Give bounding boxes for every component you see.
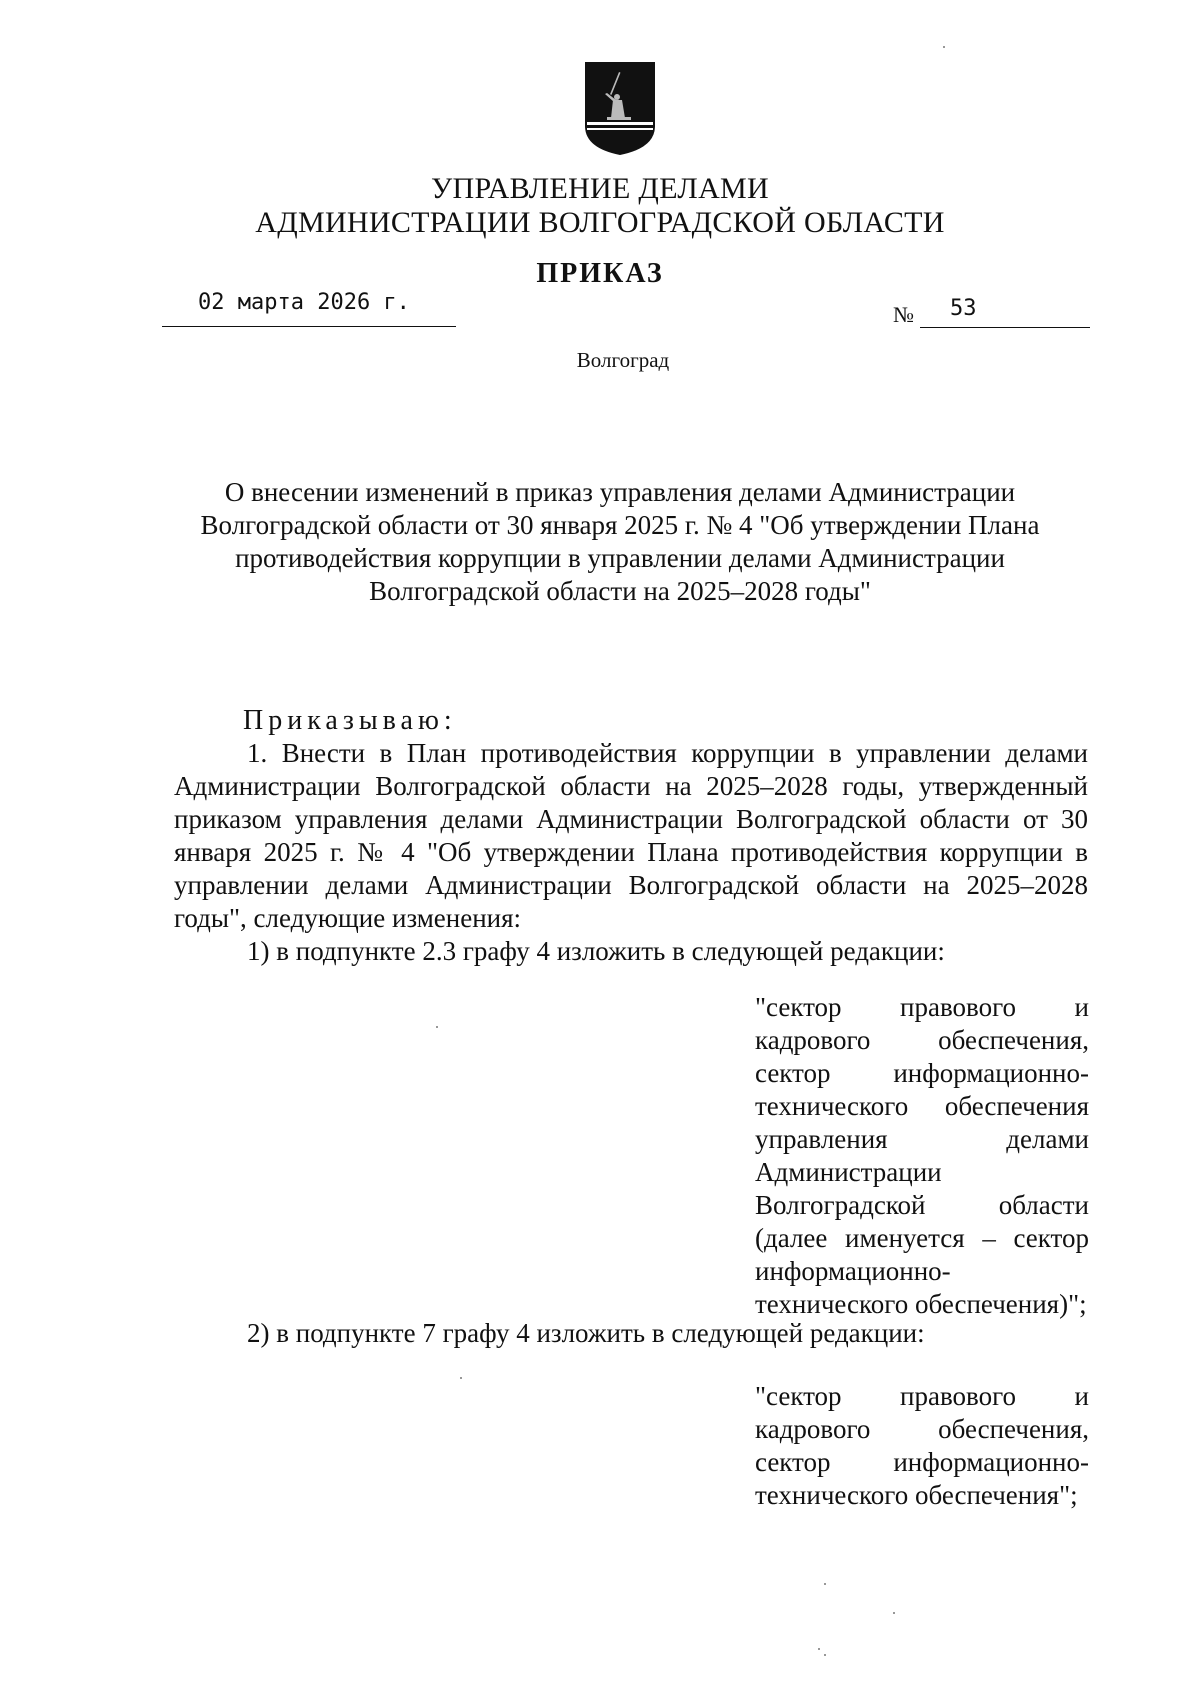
subitem-1: 1) в подпункте 2.3 графу 4 изложить в следующей редакции: bbox=[247, 936, 945, 966]
scan-speck bbox=[943, 46, 945, 48]
coat-of-arms-emblem bbox=[583, 60, 657, 156]
document-type: ПРИКАЗ bbox=[536, 258, 664, 289]
document-date: 02 марта 2026 г. bbox=[198, 290, 410, 315]
quote-2: "сектор правового и кадрового обеспечения, сектор информационно-технического обеспечения"; bbox=[755, 1381, 1089, 1510]
number-underline bbox=[920, 327, 1090, 328]
scan-speck bbox=[460, 1377, 462, 1379]
org-name-line2: АДМИНИСТРАЦИИ ВОЛГОГРАДСКОЙ ОБЛАСТИ bbox=[255, 206, 945, 239]
number-label: № bbox=[893, 302, 914, 327]
date-underline bbox=[162, 326, 456, 327]
city: Волгоград bbox=[576, 348, 670, 372]
scan-speck bbox=[824, 1654, 826, 1656]
scan-speck bbox=[824, 1583, 826, 1585]
scan-speck bbox=[818, 1648, 820, 1650]
order-word: Приказываю: bbox=[243, 705, 457, 736]
org-name-line1: УПРАВЛЕНИЕ ДЕЛАМИ bbox=[431, 172, 769, 205]
scan-speck bbox=[436, 1026, 438, 1028]
paragraph-1: 1. Внести в План противодействия коррупции в управлении делами Администрации Волгоградской области на 2025–2028 годы, утвержденный приказом управления делами Администрации Волгоградской области от 30 января 2025 г. № 4 "Об утверждении Плана противодействия коррупции в управлении делами Администрации Волгоградской области на 2025–2028 годы", следующие изменения: bbox=[174, 738, 1088, 933]
quote-1: "сектор правового и кадрового обеспечения, сектор информационно-технического обеспечения управления делами Администрации Волгоградской области (далее именуется – сектор информационно-технического обеспечения)"; bbox=[755, 992, 1089, 1319]
scan-speck bbox=[893, 1612, 895, 1614]
subitem-2: 2) в подпункте 7 графу 4 изложить в следующей редакции: bbox=[247, 1318, 925, 1348]
document-number: 53 bbox=[950, 296, 977, 321]
document-subject: О внесении изменений в приказ управления делами Администрации Волгоградской области от 30 января 2025 г. № 4 "Об утверждении Плана противодействия коррупции в управлении делами Администрации Волгоградской области на 2025–2028 годы" bbox=[200, 477, 1040, 606]
order-body bbox=[174, 737, 1088, 968]
